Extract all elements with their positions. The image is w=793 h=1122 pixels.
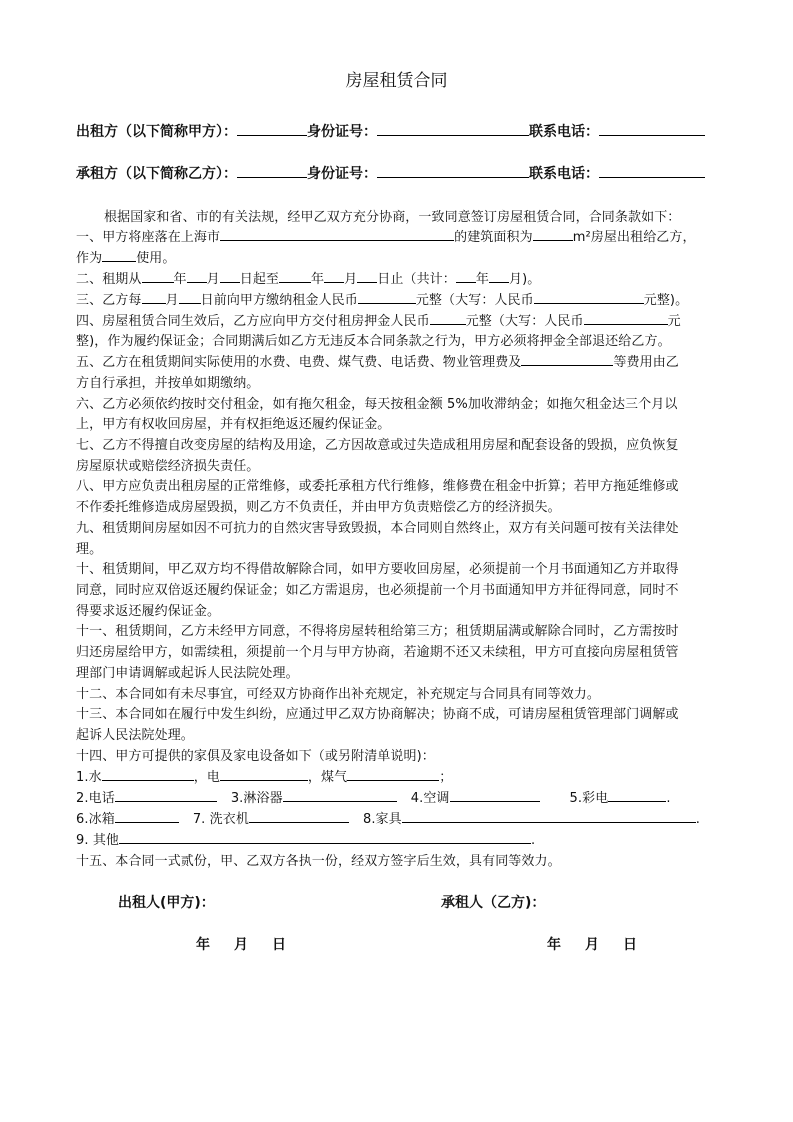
gas-blank[interactable] <box>347 766 439 781</box>
total-month-blank[interactable] <box>489 268 509 283</box>
clause-5-line-1 <box>76 351 679 370</box>
date-month: 月 <box>234 937 248 953</box>
clause-2 <box>76 268 540 287</box>
end-day-blank[interactable] <box>357 268 377 283</box>
date-month: 月 <box>585 937 599 953</box>
lessor-label: 出租方（以下简称甲方）： <box>76 124 237 140</box>
clause-text: 年 <box>475 272 489 287</box>
start-year-blank[interactable] <box>142 268 174 283</box>
clause-text: 的建筑面积为 <box>454 230 533 245</box>
rent-months-blank[interactable] <box>142 289 166 304</box>
total-year-blank[interactable] <box>456 268 476 283</box>
fridge-blank[interactable] <box>115 808 179 823</box>
clause-5-line-2: 方自行承担，并按单如期缴纳。 <box>76 376 260 391</box>
clause-9-line-1: 九、租赁期间房屋如因不可抗力的自然灾害导致毁损，本合同则自然终止，双方有关问题可按有关法律处 <box>76 521 679 536</box>
clause-15: 十五、本合同一式贰份，甲、乙双方各执一份，经双方签字后生效，具有同等效力。 <box>76 854 561 869</box>
item-label: 1.水 <box>76 770 102 785</box>
clause-12: 十二、本合同如有未尽事宜，可经双方协商作出补充规定，补充规定与合同具有同等效力。 <box>76 687 601 702</box>
lessor-phone-label: 联系电话： <box>529 124 599 140</box>
clause-text: 等费用由乙 <box>613 355 679 370</box>
clause-text: 年 <box>311 272 325 287</box>
area-blank[interactable] <box>533 226 573 241</box>
item-label: 7. 洗衣机 <box>192 812 249 827</box>
furniture-row-1 <box>76 766 452 785</box>
lessee-phone-label: 联系电话： <box>529 166 599 182</box>
clause-text: m²房屋出租给乙方， <box>572 230 696 245</box>
clause-text: 日止（共计： <box>377 272 456 287</box>
lessor-id-label: 身份证号： <box>307 124 377 140</box>
clause-text: 作为 <box>76 251 103 266</box>
clause-7-line-2: 房屋原状或赔偿经济损失责任。 <box>76 459 260 474</box>
clause-text: 四、房屋租赁合同生效后，乙方应向甲方交付租房押金人民币 <box>76 314 430 329</box>
clause-10-line-3: 得要求返还履约保证金。 <box>76 604 221 619</box>
rent-amount-blank[interactable] <box>358 289 416 304</box>
clause-1-line-1 <box>76 226 696 245</box>
clause-1-line-2 <box>76 247 176 266</box>
date-year: 年 <box>547 937 561 953</box>
other-fees-blank[interactable] <box>521 351 613 366</box>
clause-10-line-1: 十、租赁期间，甲乙双方均不得借故解除合同，如甲方要收回房屋，必须提前一个月书面通知乙方并取得 <box>76 562 679 577</box>
item-label: 3.淋浴器 <box>230 791 283 806</box>
clause-6-line-1: 六、乙方必须依约按时交付租金，如有拖欠租金，每天按租金额 5%加收滞纳金；如拖欠租金达三个月以 <box>76 397 678 412</box>
clause-text: 元 <box>667 314 681 329</box>
intro-line: 根据国家和省、市的有关法规，经甲乙双方充分协商，一致同意签订房屋租赁合同，合同条款如下： <box>104 210 681 225</box>
other-items-blank[interactable] <box>119 829 531 844</box>
clause-8-line-2: 不作委托维修造成房屋毁损，则乙方不负责任，并由甲方负责赔偿乙方的经济损失。 <box>76 500 561 515</box>
clause-text: 五、乙方在租赁期间实际使用的水费、电费、煤气费、电话费、物业管理费及 <box>76 355 522 370</box>
clause-text: 元整（大写：人民币 <box>415 293 534 308</box>
lessor-date <box>196 934 286 954</box>
clause-4-line-2: 整)，作为履约保证金；合同期满后如乙方无违反本合同条款之行为，甲方必须将押金全部退还给乙方。 <box>76 334 671 349</box>
lessor-name-blank[interactable] <box>237 121 307 136</box>
washer-blank[interactable] <box>249 808 349 823</box>
clause-3 <box>76 289 688 308</box>
item-label: 2.电话 <box>76 791 115 806</box>
document-title: 房屋租赁合同 <box>345 71 448 91</box>
rent-amount-words-blank[interactable] <box>534 289 644 304</box>
lessee-label: 承租方（以下简称乙方）： <box>76 166 237 182</box>
item-label: . <box>695 812 700 827</box>
clause-text: 月 <box>165 293 179 308</box>
furniture-blank[interactable] <box>402 808 696 823</box>
clause-11-line-2: 归还房屋给甲方，如需续租，须提前一个月与甲方协商，若逾期不还又未续租，甲方可直接向房屋租赁管 <box>76 645 679 660</box>
rent-day-blank[interactable] <box>179 289 201 304</box>
lessee-name-blank[interactable] <box>237 163 307 178</box>
lessee-row <box>76 163 705 183</box>
furniture-row-3 <box>76 808 716 827</box>
end-month-blank[interactable] <box>324 268 344 283</box>
item-label: 9. 其他 <box>76 833 120 848</box>
item-label: . <box>666 791 671 806</box>
clause-text: 一、甲方将座落在上海市 <box>76 230 221 245</box>
item-label: 4.空调 <box>410 791 450 806</box>
usage-blank[interactable] <box>102 247 136 262</box>
clause-4-line-1 <box>76 310 681 329</box>
item-label: ，煤气 <box>307 770 348 785</box>
item-label: 8.家具 <box>362 812 402 827</box>
item-label: ，电 <box>193 770 220 785</box>
phone-item-blank[interactable] <box>115 787 217 802</box>
clause-text: 元整)。 <box>643 293 689 308</box>
clause-10-line-2: 同意，同时应双倍返还履约保证金；如乙方需退房，也必须提前一个月书面通知甲方并征得同意，同时不 <box>76 583 679 598</box>
clause-text: 使用。 <box>136 251 176 266</box>
water-blank[interactable] <box>102 766 194 781</box>
shower-blank[interactable] <box>283 787 397 802</box>
lessor-signature-label: 出租人(甲方)： <box>118 895 215 911</box>
furniture-row-4 <box>76 829 535 848</box>
date-year: 年 <box>196 937 210 953</box>
lessee-id-label: 身份证号： <box>307 166 377 182</box>
address-blank[interactable] <box>220 226 454 241</box>
item-label: ； <box>439 770 453 785</box>
furniture-row-2 <box>76 787 716 806</box>
clause-7-line-1: 七、乙方不得擅自改变房屋的结构及用途，乙方因故意或过失造成租用房屋和配套设备的毁损，应负恢复 <box>76 438 679 453</box>
clause-text: 年 <box>173 272 187 287</box>
clause-text: 日起至 <box>239 272 280 287</box>
lessee-date <box>547 934 637 954</box>
start-month-blank[interactable] <box>187 268 207 283</box>
lessor-row <box>76 121 705 141</box>
tv-blank[interactable] <box>608 787 666 802</box>
clause-text: 日前向甲方缴纳租金人民币 <box>200 293 358 308</box>
ac-blank[interactable] <box>450 787 540 802</box>
lessor-phone-blank[interactable] <box>599 121 705 136</box>
end-year-blank[interactable] <box>279 268 311 283</box>
clause-text: 二、租期从 <box>76 272 142 287</box>
date-day: 日 <box>623 937 637 953</box>
item-label: . <box>531 833 536 848</box>
lessor-id-blank[interactable] <box>377 121 529 136</box>
clause-13-line-2: 起诉人民法院处理。 <box>76 728 194 743</box>
clause-text: 三、乙方每 <box>76 293 142 308</box>
start-day-blank[interactable] <box>220 268 240 283</box>
electric-blank[interactable] <box>220 766 308 781</box>
clause-text: 月)。 <box>508 272 541 287</box>
clause-8-line-1: 八、甲方应负责出租房屋的正常维修，或委托承租方代行维修，维修费在租金中折算；若甲方拖延维修或 <box>76 479 679 494</box>
clause-text: 月 <box>206 272 220 287</box>
clause-text: 元整（大写：人民币 <box>465 314 584 329</box>
clause-11-line-3: 理部门申请调解或起诉人民法院处理。 <box>76 666 299 681</box>
item-label: 6.冰箱 <box>76 812 115 827</box>
clause-13-line-1: 十三、本合同如在履行中发生纠纷，应通过甲乙双方协商解决；协商不成，可请房屋租赁管理部门调解或 <box>76 707 679 722</box>
clause-text: 月 <box>344 272 358 287</box>
clause-14: 十四、甲方可提供的家俱及家电设备如下（或另附清单说明)： <box>76 749 435 764</box>
item-label: 5.彩电 <box>569 791 609 806</box>
clause-9-line-2: 理。 <box>76 542 103 557</box>
clause-6-line-2: 上，甲方有权收回房屋，并有权拒绝返还履约保证金。 <box>76 417 391 432</box>
lessee-signature-label: 承租人（乙方)： <box>441 895 546 911</box>
deposit-amount-blank[interactable] <box>430 310 466 325</box>
lessee-id-blank[interactable] <box>377 163 529 178</box>
date-day: 日 <box>272 937 286 953</box>
deposit-words-blank[interactable] <box>584 310 668 325</box>
lessee-phone-blank[interactable] <box>599 163 705 178</box>
clause-11-line-1: 十一、租赁期间，乙方未经甲方同意，不得将房屋转租给第三方；租赁期届满或解除合同时，乙方需按时 <box>76 624 679 639</box>
